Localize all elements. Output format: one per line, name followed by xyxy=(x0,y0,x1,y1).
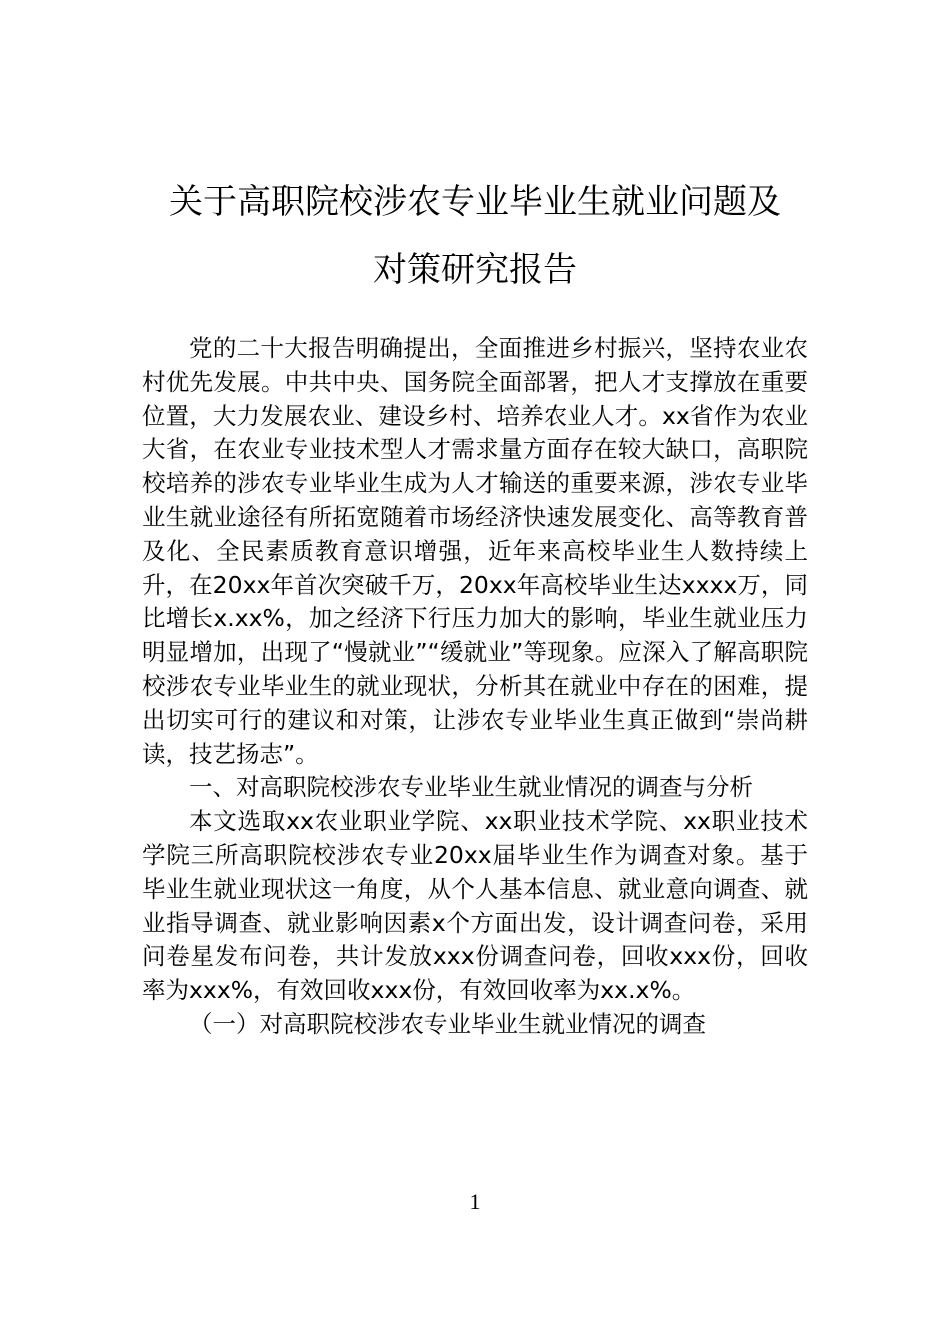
title-line-1: 关于高职院校涉农专业毕业生就业问题及 xyxy=(169,182,781,222)
intro-paragraph: 党的二十大报告明确提出，全面推进乡村振兴，坚持农业农村优先发展。中共中央、国务院全面部署，把人才支撑放在重要位置，大力发展农业、建设乡村、培养农业人才。xx省作为农业大省，在农业专业技术型人才需求量方面存在较大缺口，高职院校培养的涉农专业毕业生成为人才输送的重要来源，涉农专业毕业生就业途径有所拓宽随着市场经济快速发展变化、高等教育普及化、全民素质教育意识增强，近年来高校毕业生人数持续上升，在20xx年首次突破千万，20xx年高校毕业生达xxxx万，同比增长x.xx%，加之经济下行压力加大的影响，毕业生就业压力明显增加，出现了“慢就业”“缓就业”等现象。应深入了解高职院校涉农专业毕业生的就业现状，分析其在就业中存在的困难，提出切实可行的建议和对策，让涉农专业毕业生真正做到“崇尚耕读，技艺扬志”。 xyxy=(142,334,808,768)
document-title xyxy=(140,168,810,304)
survey-paragraph: 本文选取xx农业职业学院、xx职业技术学院、xx职业技术学院三所高职院校涉农专业20xx届毕业生作为调查对象。基于毕业生就业现状这一角度，从个人基本信息、就业意向调查、就业指导调查、就业影响因素x个方面出发，设计调查问卷，采用问卷星发布问卷，共计发放xxx份调查问卷，回收xxx份，回收率为xxx%，有效回收xxx份，有效回收率为xx.x%。 xyxy=(142,807,808,1005)
section-heading-1: 一、对高职院校涉农专业毕业生就业情况的调查与分析 xyxy=(189,773,753,802)
title-line-2: 对策研究报告 xyxy=(373,250,577,290)
page-number: 1 xyxy=(469,1189,481,1214)
document-body xyxy=(142,332,808,1042)
subsection-heading-1: （一）对高职院校涉农专业毕业生就业情况的调查 xyxy=(189,1009,706,1038)
